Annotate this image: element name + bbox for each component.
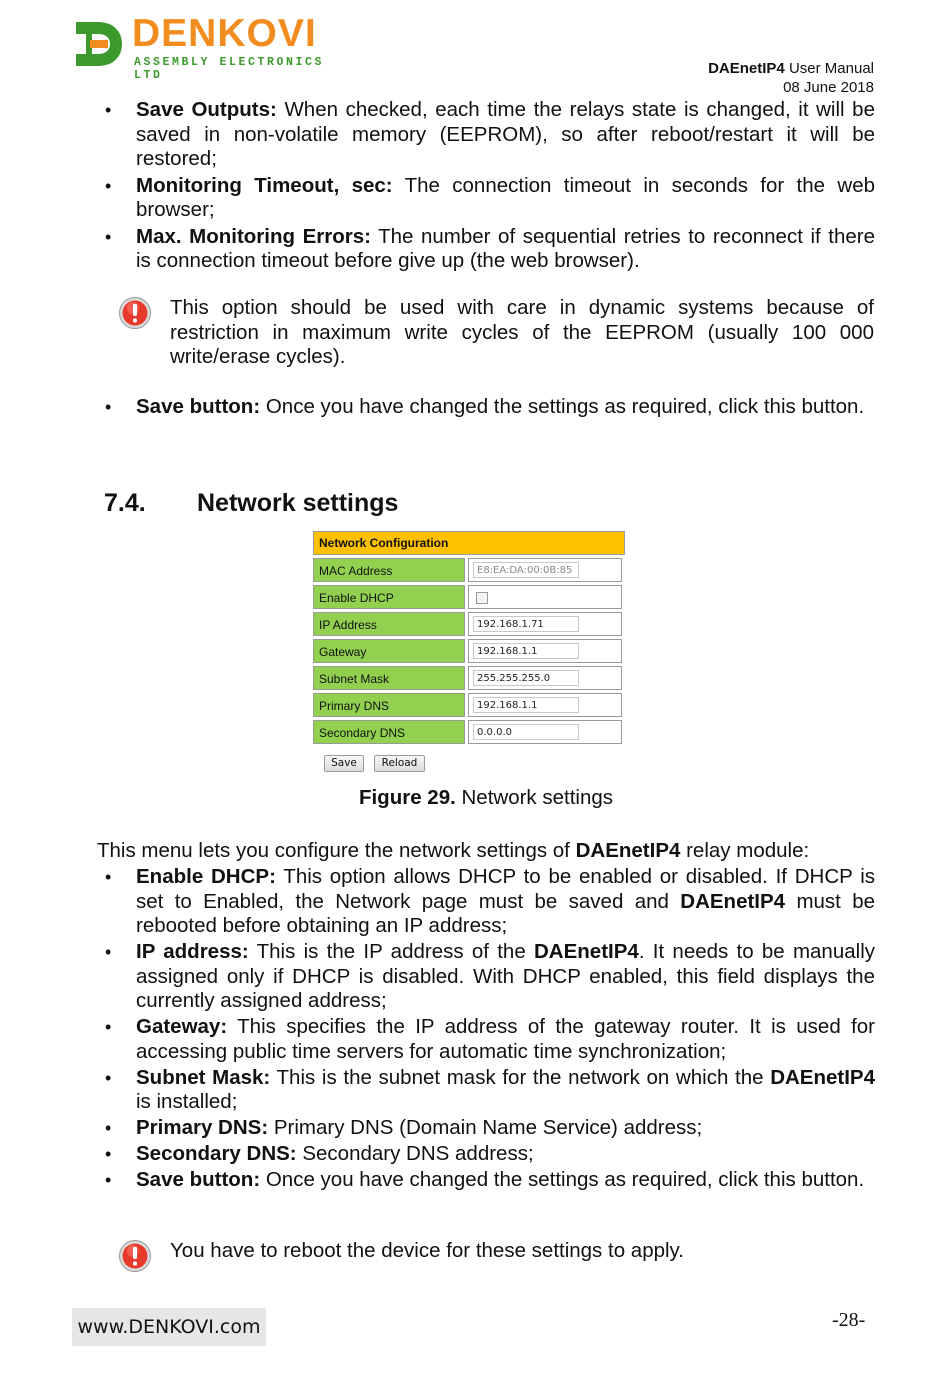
config-row-ip	[313, 612, 625, 636]
exclamation-warning-icon	[118, 296, 152, 330]
note-text: This option should be used with care in dynamic systems because of restriction in maximum write cycles of the EEPROM (usually 100 000 write/erase cycles).	[170, 296, 874, 368]
config-row-secondary-dns	[313, 720, 625, 744]
footer-website: www.DENKOVI.com	[72, 1308, 266, 1346]
enable-dhcp-checkbox[interactable]	[476, 592, 488, 604]
item-text: This specifies the IP address of the gateway router. It is used for accessing public time servers for automatic time synchronization;	[136, 1015, 876, 1063]
figure-number: Figure 29.	[358, 786, 456, 809]
item-text: must be rebooted before obtaining an IP address;	[136, 889, 876, 937]
warning-note	[118, 296, 874, 370]
config-label: MAC Address	[313, 558, 465, 582]
option-list-save	[105, 395, 875, 420]
document-date: 08 June 2018	[783, 79, 874, 96]
config-row-dhcp	[313, 585, 625, 609]
item-text: Secondary DNS address;	[302, 1142, 534, 1165]
config-value-cell	[468, 639, 622, 663]
page-number: -28-	[832, 1309, 866, 1331]
ip-address-field[interactable]	[473, 616, 579, 632]
intro-paragraph	[97, 839, 809, 863]
item-product: DAEnetIP4	[770, 1065, 875, 1089]
item-term: Secondary DNS:	[136, 1142, 297, 1165]
list-item	[105, 865, 875, 939]
list-item	[105, 174, 875, 223]
manual-label: User Manual	[788, 60, 874, 77]
item-term: Monitoring Timeout, sec:	[136, 173, 393, 197]
config-row-primary-dns	[313, 693, 625, 717]
item-term: Gateway:	[136, 1015, 228, 1038]
primary-dns-field[interactable]	[473, 697, 579, 713]
item-text: This is the IP address of the	[256, 940, 526, 963]
secondary-dns-field[interactable]	[473, 724, 579, 740]
item-text: Once you have changed the settings as required, click this button.	[265, 395, 865, 418]
panel-header: Network Configuration	[313, 531, 625, 555]
config-label: Subnet Mask	[313, 666, 465, 690]
save-button[interactable]: Save	[324, 755, 364, 772]
item-term: IP address:	[136, 940, 249, 963]
list-item	[105, 1168, 875, 1193]
list-item	[105, 1142, 875, 1167]
gateway-field[interactable]	[473, 643, 579, 659]
item-term: Save button:	[136, 1168, 261, 1191]
option-list-top	[105, 98, 875, 274]
exclamation-warning-icon	[118, 1239, 152, 1273]
item-text: This option allows DHCP to be enabled or disabled. If DHCP is set to Enabled, the Network page must be saved and	[136, 865, 875, 913]
config-label: Enable DHCP	[313, 585, 465, 609]
item-product: DAEnetIP4	[534, 940, 639, 963]
warning-note-reboot	[118, 1239, 874, 1264]
denkovi-logo	[72, 12, 332, 82]
brand-tagline: ASSEMBLY ELECTRONICS LTD	[134, 56, 325, 82]
intro-text: This menu lets you configure the network settings of	[97, 839, 570, 862]
list-item	[105, 395, 875, 420]
intro-text-end: relay module:	[686, 839, 810, 862]
reload-button[interactable]: Reload	[374, 755, 425, 772]
item-term: Save button:	[136, 395, 261, 418]
section-number: 7.4.	[104, 489, 146, 517]
mac-address-field[interactable]	[473, 562, 579, 578]
config-value-cell	[468, 612, 622, 636]
config-label: Primary DNS	[313, 693, 465, 717]
list-item	[105, 1116, 875, 1141]
item-text: The connection timeout in seconds for the web browser;	[136, 173, 875, 221]
config-label: Gateway	[313, 639, 465, 663]
item-product: DAEnetIP4	[680, 889, 786, 913]
list-item	[105, 940, 875, 1014]
item-term: Enable DHCP:	[136, 865, 276, 888]
network-configuration-panel	[313, 531, 625, 775]
figure-caption	[0, 786, 950, 810]
item-text: is installed;	[136, 1090, 238, 1113]
item-text: Once you have changed the settings as required, click this button.	[265, 1168, 865, 1191]
config-row-mac	[313, 558, 625, 582]
item-text: The number of sequential retries to reconnect if there is connection timeout before give up (the web browser).	[136, 224, 875, 272]
denkovi-d-logo-icon	[72, 18, 124, 70]
config-value-cell	[468, 666, 622, 690]
config-value-cell	[468, 558, 622, 582]
item-text: When checked, each time the relays state is changed, it will be saved in non-volatile memory (EEPROM), so after reboot/restart it will be restored;	[136, 98, 875, 170]
config-value-cell	[468, 585, 622, 609]
item-term: Max. Monitoring Errors:	[136, 224, 371, 248]
list-item	[105, 1066, 875, 1115]
item-term: Primary DNS:	[136, 1116, 269, 1139]
config-value-cell	[468, 720, 622, 744]
item-text: This is the subnet mask for the network on which the	[276, 1065, 764, 1089]
config-value-cell	[468, 693, 622, 717]
list-item	[105, 1015, 875, 1064]
config-row-subnet	[313, 666, 625, 690]
document-header	[708, 59, 874, 97]
intro-product: DAEnetIP4	[575, 839, 681, 862]
figure-title: Network settings	[461, 786, 614, 809]
item-text: Primary DNS (Domain Name Service) address;	[273, 1116, 703, 1139]
brand-name: DENKOVI	[132, 12, 317, 55]
section-title: Network settings	[197, 489, 399, 517]
list-item	[105, 225, 875, 274]
subnet-mask-field[interactable]	[473, 670, 579, 686]
item-term: Subnet Mask:	[136, 1065, 271, 1089]
option-list-bottom	[105, 865, 875, 1193]
config-label: IP Address	[313, 612, 465, 636]
config-row-gateway	[313, 639, 625, 663]
list-item	[105, 98, 875, 172]
item-term: Save Outputs:	[136, 98, 277, 121]
config-label: Secondary DNS	[313, 720, 465, 744]
item-text: . It needs to be manually assigned only if DHCP is disabled. With DHCP enabled, this field displays the currently assigned address;	[136, 940, 875, 1012]
note-text: You have to reboot the device for these settings to apply.	[170, 1239, 684, 1262]
product-name: DAEnetIP4	[708, 60, 785, 77]
panel-buttons	[313, 755, 625, 775]
